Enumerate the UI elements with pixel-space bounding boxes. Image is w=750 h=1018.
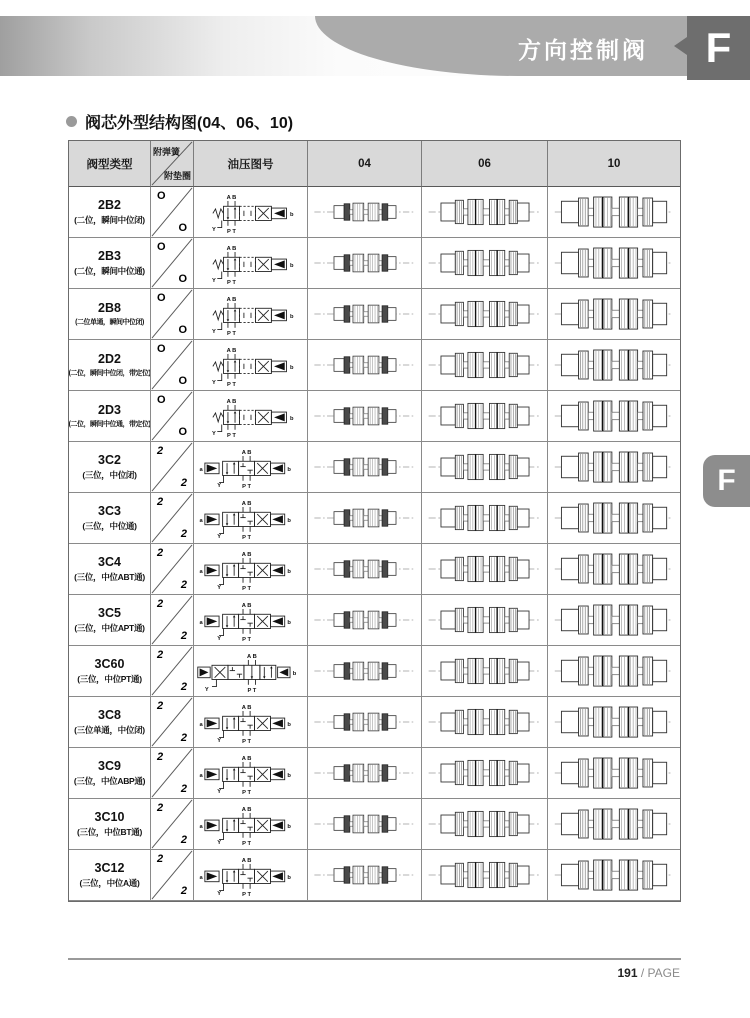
spool-cell-04 [308, 289, 422, 340]
svg-text:Y: Y [216, 482, 221, 489]
spool-cell-10 [548, 697, 680, 748]
hydraulic-symbol-icon [196, 496, 306, 541]
spool-drawing-icon [426, 598, 544, 642]
col-header-size-06: 06 [422, 141, 548, 187]
washer-mark: O [178, 222, 187, 234]
spring-washer-cell [151, 493, 194, 544]
valve-model: 2B2 [98, 198, 121, 213]
valve-desc: (三位，中位通) [82, 520, 137, 531]
header-section-letter: F [705, 24, 732, 71]
svg-text:Y: Y [211, 226, 216, 233]
svg-text:Y: Y [216, 788, 221, 795]
svg-text:a: a [199, 568, 203, 575]
hydraulic-symbol-icon [196, 802, 306, 847]
valve-type-cell [69, 391, 151, 442]
svg-text:A B: A B [226, 296, 236, 303]
spool-cell-10 [548, 391, 680, 442]
valve-model: 3C2 [98, 453, 121, 468]
spool-drawing-icon [312, 598, 418, 642]
spool-cell-10 [548, 442, 680, 493]
hydraulic-symbol-cell [194, 493, 308, 544]
col-header-hydraulic-symbol: 油压图号 [194, 141, 308, 187]
spring-washer-cell [151, 850, 194, 901]
spool-cell-10 [548, 493, 680, 544]
valve-desc: (三位，中位ABP通) [73, 775, 146, 786]
spring-mark: 2 [157, 547, 164, 559]
svg-text:Y: Y [204, 686, 209, 693]
valve-desc: (三位，中位A通) [79, 877, 140, 888]
spring-mark: 2 [157, 496, 164, 508]
spool-drawing-icon [552, 241, 676, 285]
spring-washer-cell [151, 544, 194, 595]
spool-cell-10 [548, 187, 680, 238]
spool-cell-04 [308, 850, 422, 901]
spool-drawing-icon [552, 547, 676, 591]
spool-drawing-icon [552, 598, 676, 642]
spring-mark: O [157, 292, 166, 304]
spool-drawing-icon [312, 853, 418, 897]
hydraulic-symbol-icon [196, 853, 306, 898]
hydraulic-symbol-cell [194, 697, 308, 748]
svg-text:b: b [286, 568, 291, 575]
washer-mark: 2 [180, 885, 187, 897]
spool-drawing-icon [552, 751, 676, 795]
spool-drawing-icon [426, 751, 544, 795]
spool-drawing-icon [312, 802, 418, 846]
spool-cell-06 [422, 646, 548, 697]
svg-text:A B: A B [246, 653, 257, 660]
spring-mark: 2 [157, 649, 164, 661]
spool-cell-04 [308, 646, 422, 697]
washer-mark: O [178, 426, 187, 438]
svg-text:b: b [286, 823, 291, 830]
valve-desc: (三位，中位ABT通) [74, 571, 145, 582]
spool-drawing-icon [426, 700, 544, 744]
spool-cell-10 [548, 748, 680, 799]
washer-mark: 2 [180, 630, 187, 642]
valve-desc: (二位，瞬间中位通，带定位) [69, 420, 151, 428]
col-header-valve-type: 阀型类型 [69, 141, 151, 187]
valve-type-cell [69, 238, 151, 289]
hydraulic-symbol-icon [196, 598, 306, 643]
spool-drawing-icon [552, 649, 676, 693]
spring-mark: O [157, 394, 166, 406]
spool-drawing-icon [552, 700, 676, 744]
svg-text:P T: P T [241, 840, 251, 847]
spool-drawing-icon [426, 649, 544, 693]
spool-drawing-icon [552, 853, 676, 897]
spool-drawing-icon [312, 547, 418, 591]
svg-text:P T: P T [226, 228, 236, 235]
hydraulic-symbol-cell [194, 595, 308, 646]
spool-cell-04 [308, 544, 422, 595]
spring-mark: 2 [157, 853, 164, 865]
svg-text:a: a [199, 772, 203, 779]
svg-text:b: b [289, 364, 294, 371]
spring-mark: 2 [157, 802, 164, 814]
spring-mark: O [157, 190, 166, 202]
spool-cell-04 [308, 595, 422, 646]
spool-cell-04 [308, 391, 422, 442]
spool-drawing-icon [312, 751, 418, 795]
spool-cell-06 [422, 289, 548, 340]
hydraulic-symbol-icon [196, 292, 306, 337]
svg-text:P T: P T [226, 330, 236, 337]
spool-cell-10 [548, 238, 680, 289]
spring-washer-cell [151, 442, 194, 493]
valve-type-cell [69, 289, 151, 340]
valve-desc: (三位，中位APT通) [74, 622, 145, 633]
spool-cell-06 [422, 187, 548, 238]
valve-model: 2B3 [98, 249, 121, 264]
spool-cell-06 [422, 391, 548, 442]
svg-text:P T: P T [246, 687, 256, 694]
valve-model: 3C10 [94, 810, 125, 825]
spool-cell-10 [548, 595, 680, 646]
section-title [66, 110, 293, 133]
valve-desc: (二位，瞬间中位闭) [74, 214, 145, 225]
svg-text:A B: A B [241, 704, 251, 711]
spool-cell-06 [422, 850, 548, 901]
svg-text:b: b [286, 772, 291, 779]
svg-text:a: a [199, 517, 203, 524]
spool-cell-04 [308, 442, 422, 493]
valve-type-cell [69, 850, 151, 901]
valve-desc: (二位单通，瞬间中位闭) [75, 318, 144, 326]
spool-drawing-icon [426, 496, 544, 540]
spool-drawing-icon [552, 496, 676, 540]
valve-model: 3C9 [98, 759, 121, 774]
col-header-spring: 附弹簧 [153, 147, 181, 157]
spring-mark: 2 [157, 445, 164, 457]
hydraulic-symbol-icon [196, 649, 306, 694]
washer-mark: O [178, 273, 187, 285]
header-category-title: 方向控制阀 [518, 37, 648, 63]
svg-text:A B: A B [226, 194, 236, 201]
spool-drawing-icon [552, 445, 676, 489]
svg-text:Y: Y [216, 839, 221, 846]
svg-text:Y: Y [211, 277, 216, 284]
washer-mark: 2 [180, 579, 187, 591]
spool-cell-10 [548, 850, 680, 901]
valve-desc: (三位，中位BT通) [77, 826, 142, 837]
spool-drawing-icon [312, 700, 418, 744]
hydraulic-symbol-cell [194, 340, 308, 391]
spring-washer-cell [151, 748, 194, 799]
svg-text:a: a [199, 466, 203, 473]
svg-text:P T: P T [241, 891, 251, 898]
valve-model: 3C4 [98, 555, 121, 570]
svg-text:b: b [286, 721, 291, 728]
hydraulic-symbol-cell [194, 799, 308, 850]
svg-text:A B: A B [241, 500, 251, 507]
valve-model: 3C3 [98, 504, 121, 519]
hydraulic-symbol-cell [194, 748, 308, 799]
hydraulic-symbol-cell [194, 850, 308, 901]
svg-text:b: b [286, 466, 291, 473]
spool-cell-10 [548, 646, 680, 697]
svg-text:A B: A B [241, 449, 251, 456]
spring-washer-cell [151, 697, 194, 748]
svg-text:A B: A B [241, 806, 251, 813]
spool-cell-04 [308, 748, 422, 799]
valve-model: 3C8 [98, 708, 121, 723]
svg-text:P T: P T [241, 585, 251, 592]
svg-text:a: a [199, 721, 203, 728]
spring-mark: O [157, 241, 166, 253]
svg-text:P T: P T [226, 432, 236, 439]
svg-text:a: a [199, 874, 203, 881]
valve-desc: (三位，中位闭) [82, 469, 137, 480]
spool-cell-10 [548, 799, 680, 850]
spring-washer-cell [151, 187, 194, 238]
valve-type-cell [69, 697, 151, 748]
valve-type-cell [69, 595, 151, 646]
valve-type-cell [69, 442, 151, 493]
svg-text:b: b [289, 313, 294, 320]
spool-drawing-icon [426, 292, 544, 336]
hydraulic-symbol-cell [194, 646, 308, 697]
spring-washer-cell [151, 238, 194, 289]
washer-mark: 2 [180, 834, 187, 846]
spool-drawing-icon [312, 445, 418, 489]
spool-cell-10 [548, 544, 680, 595]
svg-text:P T: P T [241, 738, 251, 745]
svg-text:b: b [292, 670, 296, 677]
spool-structure-table [68, 140, 681, 902]
svg-text:b: b [286, 874, 291, 881]
valve-type-cell [69, 493, 151, 544]
svg-text:A B: A B [226, 347, 236, 354]
svg-text:Y: Y [211, 328, 216, 335]
spring-washer-cell [151, 646, 194, 697]
svg-text:b: b [286, 619, 291, 626]
hydraulic-symbol-icon [196, 700, 306, 745]
spool-drawing-icon [552, 292, 676, 336]
svg-text:P T: P T [226, 381, 236, 388]
valve-desc: (二位，瞬间中位闭，带定位) [69, 369, 151, 377]
spool-cell-10 [548, 289, 680, 340]
svg-text:P T: P T [241, 636, 251, 643]
svg-text:P T: P T [241, 483, 251, 490]
bullet-icon [66, 116, 77, 127]
spring-washer-cell [151, 391, 194, 442]
spool-drawing-icon [426, 190, 544, 234]
svg-text:b: b [289, 415, 294, 422]
svg-text:P T: P T [241, 534, 251, 541]
svg-text:A B: A B [226, 245, 236, 252]
spring-mark: 2 [157, 700, 164, 712]
spool-cell-04 [308, 238, 422, 289]
valve-type-cell [69, 646, 151, 697]
spring-mark: 2 [157, 598, 164, 610]
hydraulic-symbol-cell [194, 391, 308, 442]
spool-cell-04 [308, 493, 422, 544]
spool-cell-06 [422, 340, 548, 391]
washer-mark: 2 [180, 681, 187, 693]
col-header-spring-washer [151, 141, 194, 187]
spool-drawing-icon [312, 394, 418, 438]
svg-text:Y: Y [216, 635, 221, 642]
col-header-size-04: 04 [308, 141, 422, 187]
spool-drawing-icon [312, 292, 418, 336]
header-section-tab [687, 16, 750, 80]
spring-mark: O [157, 343, 166, 355]
hydraulic-symbol-cell [194, 544, 308, 595]
svg-text:A B: A B [241, 551, 251, 558]
svg-text:Y: Y [216, 584, 221, 591]
valve-model: 3C5 [98, 606, 121, 621]
side-section-tab [703, 455, 750, 507]
spool-drawing-icon [426, 241, 544, 285]
spool-cell-06 [422, 238, 548, 289]
spool-drawing-icon [426, 853, 544, 897]
footer-page-indicator [618, 966, 681, 980]
spool-cell-06 [422, 697, 548, 748]
hydraulic-symbol-icon [196, 547, 306, 592]
svg-text:a: a [199, 619, 203, 626]
section-title-text: 阀芯外型结构图(04、06、10) [85, 115, 294, 132]
spool-drawing-icon [312, 496, 418, 540]
spool-drawing-icon [426, 394, 544, 438]
spool-cell-04 [308, 187, 422, 238]
spool-cell-06 [422, 442, 548, 493]
valve-model: 3C60 [94, 657, 125, 672]
spool-drawing-icon [426, 547, 544, 591]
washer-mark: 2 [180, 477, 187, 489]
spring-washer-cell [151, 289, 194, 340]
spool-cell-06 [422, 595, 548, 646]
spool-cell-10 [548, 340, 680, 391]
svg-text:Y: Y [211, 379, 216, 386]
valve-model: 2B8 [98, 301, 121, 316]
hydraulic-symbol-cell [194, 442, 308, 493]
hydraulic-symbol-icon [196, 190, 306, 235]
hydraulic-symbol-icon [196, 241, 306, 286]
col-header-washer: 附垫圈 [163, 171, 191, 181]
svg-text:A B: A B [241, 755, 251, 762]
washer-mark: O [178, 324, 187, 336]
hydraulic-symbol-icon [196, 445, 306, 490]
svg-text:Y: Y [211, 430, 216, 437]
spool-drawing-icon [552, 190, 676, 234]
valve-model: 3C12 [94, 861, 125, 876]
spool-drawing-icon [426, 802, 544, 846]
footer-page-label: / PAGE [640, 966, 680, 980]
spool-cell-04 [308, 799, 422, 850]
spool-cell-06 [422, 799, 548, 850]
washer-mark: 2 [180, 732, 187, 744]
spool-drawing-icon [426, 445, 544, 489]
hydraulic-symbol-icon [196, 751, 306, 796]
valve-type-cell [69, 544, 151, 595]
spool-drawing-icon [312, 649, 418, 693]
spool-cell-06 [422, 748, 548, 799]
svg-text:Y: Y [216, 737, 221, 744]
spool-drawing-icon [312, 343, 418, 387]
footer-divider [68, 958, 681, 960]
valve-desc: (三位，中位PT通) [77, 673, 142, 684]
valve-type-cell [69, 799, 151, 850]
svg-text:b: b [289, 262, 294, 269]
spool-drawing-icon [552, 394, 676, 438]
spring-mark: 2 [157, 751, 164, 763]
svg-text:A B: A B [241, 857, 251, 864]
spool-drawing-icon [312, 241, 418, 285]
svg-text:a: a [199, 823, 203, 830]
svg-text:b: b [286, 517, 291, 524]
col-header-size-10: 10 [548, 141, 680, 187]
header-arrow-notch-icon [674, 37, 687, 55]
svg-text:P T: P T [226, 279, 236, 286]
hydraulic-symbol-icon [196, 394, 306, 439]
spool-cell-06 [422, 544, 548, 595]
spring-washer-cell [151, 595, 194, 646]
valve-desc: (二位，瞬间中位通) [74, 265, 145, 276]
valve-desc: (三位单通，中位闭) [74, 724, 145, 735]
spool-drawing-icon [426, 343, 544, 387]
washer-mark: O [178, 375, 187, 387]
header-bar [0, 16, 750, 76]
valve-type-cell [69, 340, 151, 391]
spool-drawing-icon [552, 343, 676, 387]
svg-text:A B: A B [241, 602, 251, 609]
spool-drawing-icon [552, 802, 676, 846]
washer-mark: 2 [180, 528, 187, 540]
valve-type-cell [69, 187, 151, 238]
valve-model: 2D2 [98, 352, 121, 367]
spool-drawing-icon [312, 190, 418, 234]
svg-text:b: b [289, 211, 294, 218]
svg-text:P T: P T [241, 789, 251, 796]
spring-washer-cell [151, 340, 194, 391]
hydraulic-symbol-cell [194, 289, 308, 340]
valve-model: 2D3 [98, 403, 121, 418]
spool-cell-04 [308, 340, 422, 391]
hydraulic-symbol-cell [194, 187, 308, 238]
washer-mark: 2 [180, 783, 187, 795]
spool-cell-04 [308, 697, 422, 748]
hydraulic-symbol-cell [194, 238, 308, 289]
spool-cell-06 [422, 493, 548, 544]
svg-text:Y: Y [216, 533, 221, 540]
hydraulic-symbol-icon [196, 343, 306, 388]
svg-text:A B: A B [226, 398, 236, 405]
svg-text:Y: Y [216, 890, 221, 897]
side-section-letter: F [717, 464, 736, 497]
valve-type-cell [69, 748, 151, 799]
spring-washer-cell [151, 799, 194, 850]
footer-page-number: 191 [617, 966, 638, 980]
